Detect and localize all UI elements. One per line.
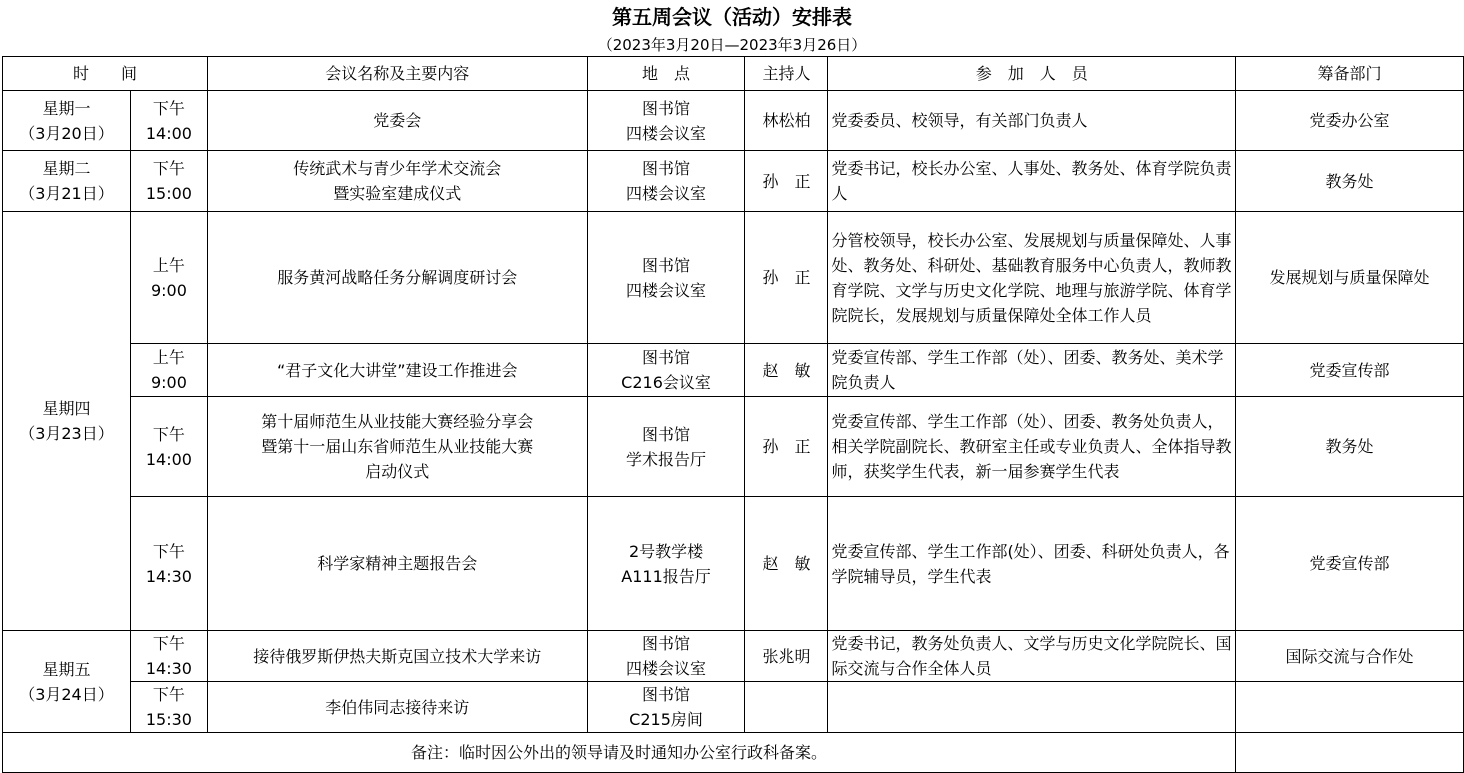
page-title: 第五周会议（活动）安排表: [612, 5, 852, 29]
note-text: 备注：临时因公外出的领导请及时通知办公室行政科备案。: [3, 733, 1236, 773]
attendees-cell: 党委书记，教务处负责人、文学与历史文化学院院长、国际交流与合作全体人员: [828, 631, 1236, 682]
attendees-cell: 党委宣传部、学生工作部(处）、团委、科研处负责人，各学院辅导员，学生代表: [828, 497, 1236, 631]
host-cell: 赵 敏: [745, 497, 828, 631]
day-cell-fri: 星期五 （3月24日）: [3, 631, 131, 733]
table-row: [3, 212, 1464, 344]
meeting-cell: “君子文化大讲堂”建设工作推进会: [207, 344, 587, 397]
host-cell: 孙 正: [745, 212, 828, 344]
header-department: 筹备部门: [1236, 57, 1464, 91]
day-cell-thu: 星期四 （3月23日）: [3, 212, 131, 631]
table-row: [3, 682, 1464, 733]
host-cell: 林松柏: [745, 91, 828, 151]
header-host: 主持人: [745, 57, 828, 91]
time-cell: 下午 14:30: [130, 497, 207, 631]
note-row: [3, 733, 1464, 773]
host-cell: 孙 正: [745, 151, 828, 212]
department-cell: 教务处: [1236, 151, 1464, 212]
location-cell: 图书馆 C215房间: [587, 682, 745, 733]
attendees-cell: [828, 682, 1236, 733]
department-cell: [1236, 682, 1464, 733]
attendees-cell: 分管校领导，校长办公室、发展规划与质量保障处、人事处、教务处、科研处、基础教育服务中心负责人，教师教育学院、文学与历史文化学院、地理与旅游学院、体育学院院长，发展规划与质量保障处全体工作人员: [828, 212, 1236, 344]
table-row: [3, 497, 1464, 631]
attendees-cell: 党委宣传部、学生工作部（处）、团委、教务处、美术学院负责人: [828, 344, 1236, 397]
host-cell: 孙 正: [745, 397, 828, 497]
attendees-cell: 党委委员、校领导，有关部门负责人: [828, 91, 1236, 151]
time-cell: 下午 14:00: [130, 91, 207, 151]
location-cell: 图书馆 C216会议室: [587, 344, 745, 397]
meeting-cell: 传统武术与青少年学术交流会 暨实验室建成仪式: [207, 151, 587, 212]
department-cell: 党委办公室: [1236, 91, 1464, 151]
date-range: （2023年3月20日—2023年3月26日）: [597, 36, 867, 54]
schedule-table: [2, 56, 1464, 773]
location-cell: 图书馆 四楼会议室: [587, 631, 745, 682]
location-cell: 图书馆 四楼会议室: [587, 212, 745, 344]
host-cell: [745, 682, 828, 733]
header-time: 时 间: [3, 57, 208, 91]
meeting-cell: 党委会: [207, 91, 587, 151]
meeting-cell: 服务黄河战略任务分解调度研讨会: [207, 212, 587, 344]
time-cell: 上午 9:00: [130, 344, 207, 397]
host-cell: 赵 敏: [745, 344, 828, 397]
header-row: [3, 57, 1464, 91]
table-row: [3, 631, 1464, 682]
day-cell-mon: 星期一 （3月20日）: [3, 91, 131, 151]
department-cell: 党委宣传部: [1236, 497, 1464, 631]
note-empty-cell: [1236, 733, 1464, 773]
department-cell: 国际交流与合作处: [1236, 631, 1464, 682]
department-cell: 发展规划与质量保障处: [1236, 212, 1464, 344]
attendees-cell: 党委书记，校长办公室、人事处、教务处、体育学院负责人: [828, 151, 1236, 212]
meeting-cell: 接待俄罗斯伊热夫斯克国立技术大学来访: [207, 631, 587, 682]
location-cell: 图书馆 四楼会议室: [587, 91, 745, 151]
location-cell: 图书馆 四楼会议室: [587, 151, 745, 212]
department-cell: 党委宣传部: [1236, 344, 1464, 397]
header-attendees: 参 加 人 员: [828, 57, 1236, 91]
table-row: [3, 344, 1464, 397]
host-cell: 张兆明: [745, 631, 828, 682]
department-cell: 教务处: [1236, 397, 1464, 497]
meeting-cell: 第十届师范生从业技能大赛经验分享会 暨第十一届山东省师范生从业技能大赛 启动仪式: [207, 397, 587, 497]
meeting-cell: 科学家精神主题报告会: [207, 497, 587, 631]
time-cell: 上午 9:00: [130, 212, 207, 344]
location-cell: 图书馆 学术报告厅: [587, 397, 745, 497]
attendees-cell: 党委宣传部、学生工作部（处）、团委、教务处负责人，相关学院副院长、教研室主任或专业负责人、全体指导教师，获奖学生代表，新一届参赛学生代表: [828, 397, 1236, 497]
header-location: 地 点: [587, 57, 745, 91]
location-cell: 2号教学楼 A111报告厅: [587, 497, 745, 631]
meeting-cell: 李伯伟同志接待来访: [207, 682, 587, 733]
table-row: [3, 151, 1464, 212]
time-cell: 下午 15:00: [130, 151, 207, 212]
time-cell: 下午 15:30: [130, 682, 207, 733]
day-cell-tue: 星期二 （3月21日）: [3, 151, 131, 212]
time-cell: 下午 14:30: [130, 631, 207, 682]
table-row: [3, 397, 1464, 497]
header-meeting: 会议名称及主要内容: [207, 57, 587, 91]
table-row: [3, 91, 1464, 151]
time-cell: 下午 14:00: [130, 397, 207, 497]
